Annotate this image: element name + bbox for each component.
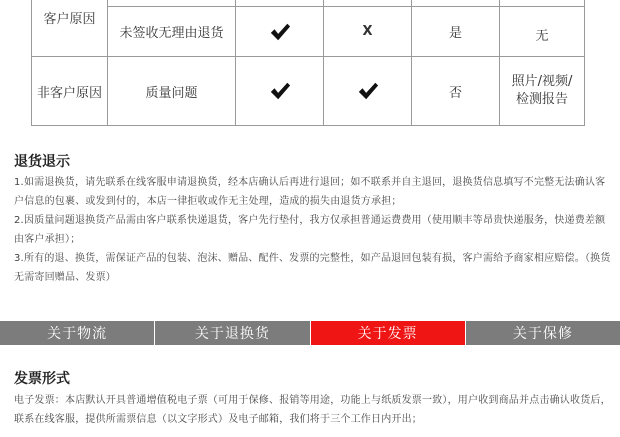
returns-item: 3.所有的退、换货，需保证产品的包装、泡沫、赠品、配件、发票的完整性，如产品退回包装有损，客户需给予商家相应赔偿。（换货无需寄回赠品、发票） [14, 253, 611, 283]
returns-item: 2.因质量问题退换货产品需由客户联系快递退货，客户先行垫付，我方仅承担普通运费费用（使用顺丰等昂贵快递服务，快递费差额由客户承担）； [14, 215, 606, 245]
invoice-text: 电子发票：本店默认开具普通增值税电子票（可用于保修、报销等用途，功能上与纸质发票一致），用户收到商品并点击确认收货后，联系在线客服，提供所需票信息（以文字形式）及电子邮箱，我们将于三个工作日内开出； [14, 395, 611, 425]
customer-reason-cell [32, 0, 108, 57]
return-policy-table [31, 0, 585, 126]
proof-cell: 无 [500, 7, 585, 57]
yes-no-cell: 否 [412, 57, 500, 126]
checkmark-icon [236, 21, 323, 43]
cross-cell: X [324, 7, 412, 57]
tab-returns[interactable]: 关于退换货 [194, 326, 270, 342]
yes-no-cell: 是 [412, 7, 500, 57]
table-row [32, 7, 585, 57]
returns-title: 退货退示 [14, 154, 70, 170]
check-cell [324, 57, 412, 126]
info-tab-bar [0, 321, 620, 345]
invoice-title: 发票形式 [14, 371, 70, 387]
table-row [32, 57, 585, 126]
proof-cell: 照片/视频/检测报告 [500, 57, 585, 126]
returns-item: 1.如需退换货，请先联系在线客服申请退换货，经本店确认后再进行退回；如不联系并自主退回，退换货信息填写不完整无法确认客户信息的包裹、或发到付的，本店一律拒收或作无主处理，造成的损失由退货方承担； [14, 177, 606, 207]
non-customer-reason-cell: 非客户原因 [32, 57, 108, 126]
checkmark-icon [324, 80, 411, 102]
reason-cell: 质量问题 [108, 57, 236, 126]
check-cell [236, 7, 324, 57]
tab-invoice[interactable]: 关于发票 [311, 321, 465, 345]
check-cell [236, 57, 324, 126]
customer-reason-label: 客户原因 [43, 12, 96, 27]
reason-cell: 未签收无理由退货 [108, 7, 236, 57]
tab-logistics[interactable]: 关于物流 [47, 326, 108, 342]
tab-warranty[interactable]: 关于保修 [512, 326, 573, 342]
checkmark-icon [236, 80, 323, 102]
